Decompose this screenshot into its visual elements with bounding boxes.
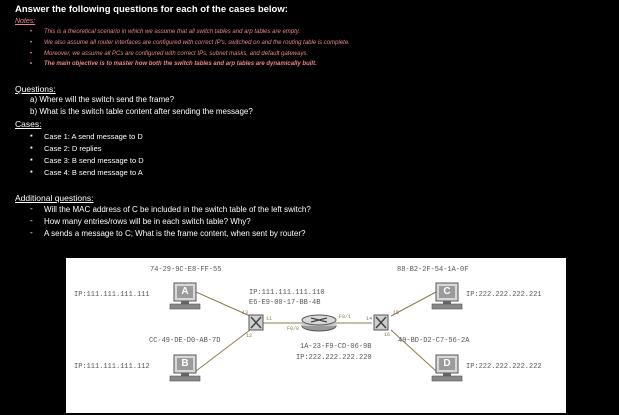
note-text: We also assume all router interfaces are configured with correct IP's, switched on and the routing table is complete. bbox=[44, 40, 350, 46]
note-text: This is a theoretical scenario in which we assume that all switch tables and arp tables are empty. bbox=[44, 29, 301, 35]
note-bullet: • bbox=[30, 61, 33, 67]
port-right-switch-c: 15 bbox=[393, 310, 400, 316]
additional-bullet: - bbox=[30, 204, 33, 213]
pc-a-letter: A bbox=[181, 286, 189, 297]
port-left-switch-router: 11 bbox=[266, 316, 273, 322]
question-item: b) What is the switch table content after sending the message? bbox=[30, 107, 253, 116]
notes-heading: Notes: bbox=[15, 18, 36, 25]
additional-bullet: - bbox=[30, 216, 33, 225]
network-diagram bbox=[66, 258, 566, 413]
note-text: The main objective is to master how both the switch tables and arp tables are dynamically built. bbox=[44, 61, 317, 67]
case-bullet: ▪ bbox=[30, 143, 33, 152]
port-left-switch-a: 13 bbox=[242, 310, 249, 316]
pc-a-ip: IP:111.111.111.111 bbox=[74, 291, 150, 299]
question-item: a) Where will the switch send the frame? bbox=[30, 95, 175, 104]
case-bullet: ▪ bbox=[30, 155, 33, 164]
router-right-ip: IP:222.222.222.220 bbox=[296, 354, 372, 362]
additional-text: How many entries/rows will be in each switch table? Why? bbox=[44, 217, 251, 226]
additional-bullet: - bbox=[30, 228, 33, 237]
pc-b-mac: CC-49-DE-D0-AB-7D bbox=[149, 337, 221, 345]
page-title: Answer the following questions for each of the cases below: bbox=[15, 4, 288, 15]
port-left-switch-b: 12 bbox=[246, 333, 253, 339]
pc-d-letter: D bbox=[443, 358, 451, 369]
router-right-mac: 1A-23-F9-CD-06-9B bbox=[300, 343, 372, 351]
note-bullet: • bbox=[30, 51, 33, 57]
pc-b-ip: IP:111.111.111.112 bbox=[74, 363, 150, 371]
case-text: Case 3: B send message to D bbox=[44, 156, 144, 165]
case-text: Case 4: B send message to A bbox=[44, 168, 143, 177]
router-left-mac: E6-E9-00-17-BB-4B bbox=[249, 299, 321, 307]
questions-heading: Questions: bbox=[15, 84, 56, 94]
note-bullet: • bbox=[30, 29, 33, 35]
port-right-switch-router: 14 bbox=[366, 316, 373, 322]
right-switch-icon bbox=[374, 315, 388, 330]
pc-d-mac: 49-BD-D2-C7-56-2A bbox=[398, 337, 470, 345]
network-diagram-graphic bbox=[66, 258, 566, 413]
case-text: Case 2: D replies bbox=[44, 144, 102, 153]
pc-a-mac: 74-29-9C-E8-FF-55 bbox=[150, 266, 222, 274]
pc-b-letter: B bbox=[181, 358, 189, 369]
router-port-left: F0/0 bbox=[287, 326, 300, 332]
cases-heading: Cases: bbox=[15, 119, 42, 129]
pc-c-ip: IP:222.222.222.221 bbox=[466, 291, 542, 299]
additional-text: A sends a message to C; What is the frame content, when sent by router? bbox=[44, 229, 306, 238]
router-icon bbox=[302, 315, 336, 331]
pc-c-mac: 88-B2-2F-54-1A-0F bbox=[397, 266, 469, 274]
additional-text: Will the MAC address of C be included in the switch table of the left switch? bbox=[44, 205, 311, 214]
left-switch-icon bbox=[249, 315, 263, 330]
note-text: Moreover, we assume all PCs are configured with correct IPs, subnet masks, and default gateways. bbox=[44, 51, 309, 57]
router-port-right: F0/1 bbox=[339, 314, 352, 320]
note-bullet: • bbox=[30, 40, 33, 46]
port-right-switch-d: 16 bbox=[384, 332, 391, 338]
router-left-ip: IP:111.111.111.110 bbox=[249, 289, 325, 297]
pc-d-ip: IP:222.222.222.222 bbox=[466, 363, 542, 371]
case-bullet: ▪ bbox=[30, 167, 33, 176]
case-text: Case 1: A send message to D bbox=[44, 132, 143, 141]
pc-c-letter: C bbox=[443, 286, 451, 297]
case-bullet: ▪ bbox=[30, 131, 33, 140]
additional-questions-heading: Additional questions: bbox=[15, 193, 94, 203]
